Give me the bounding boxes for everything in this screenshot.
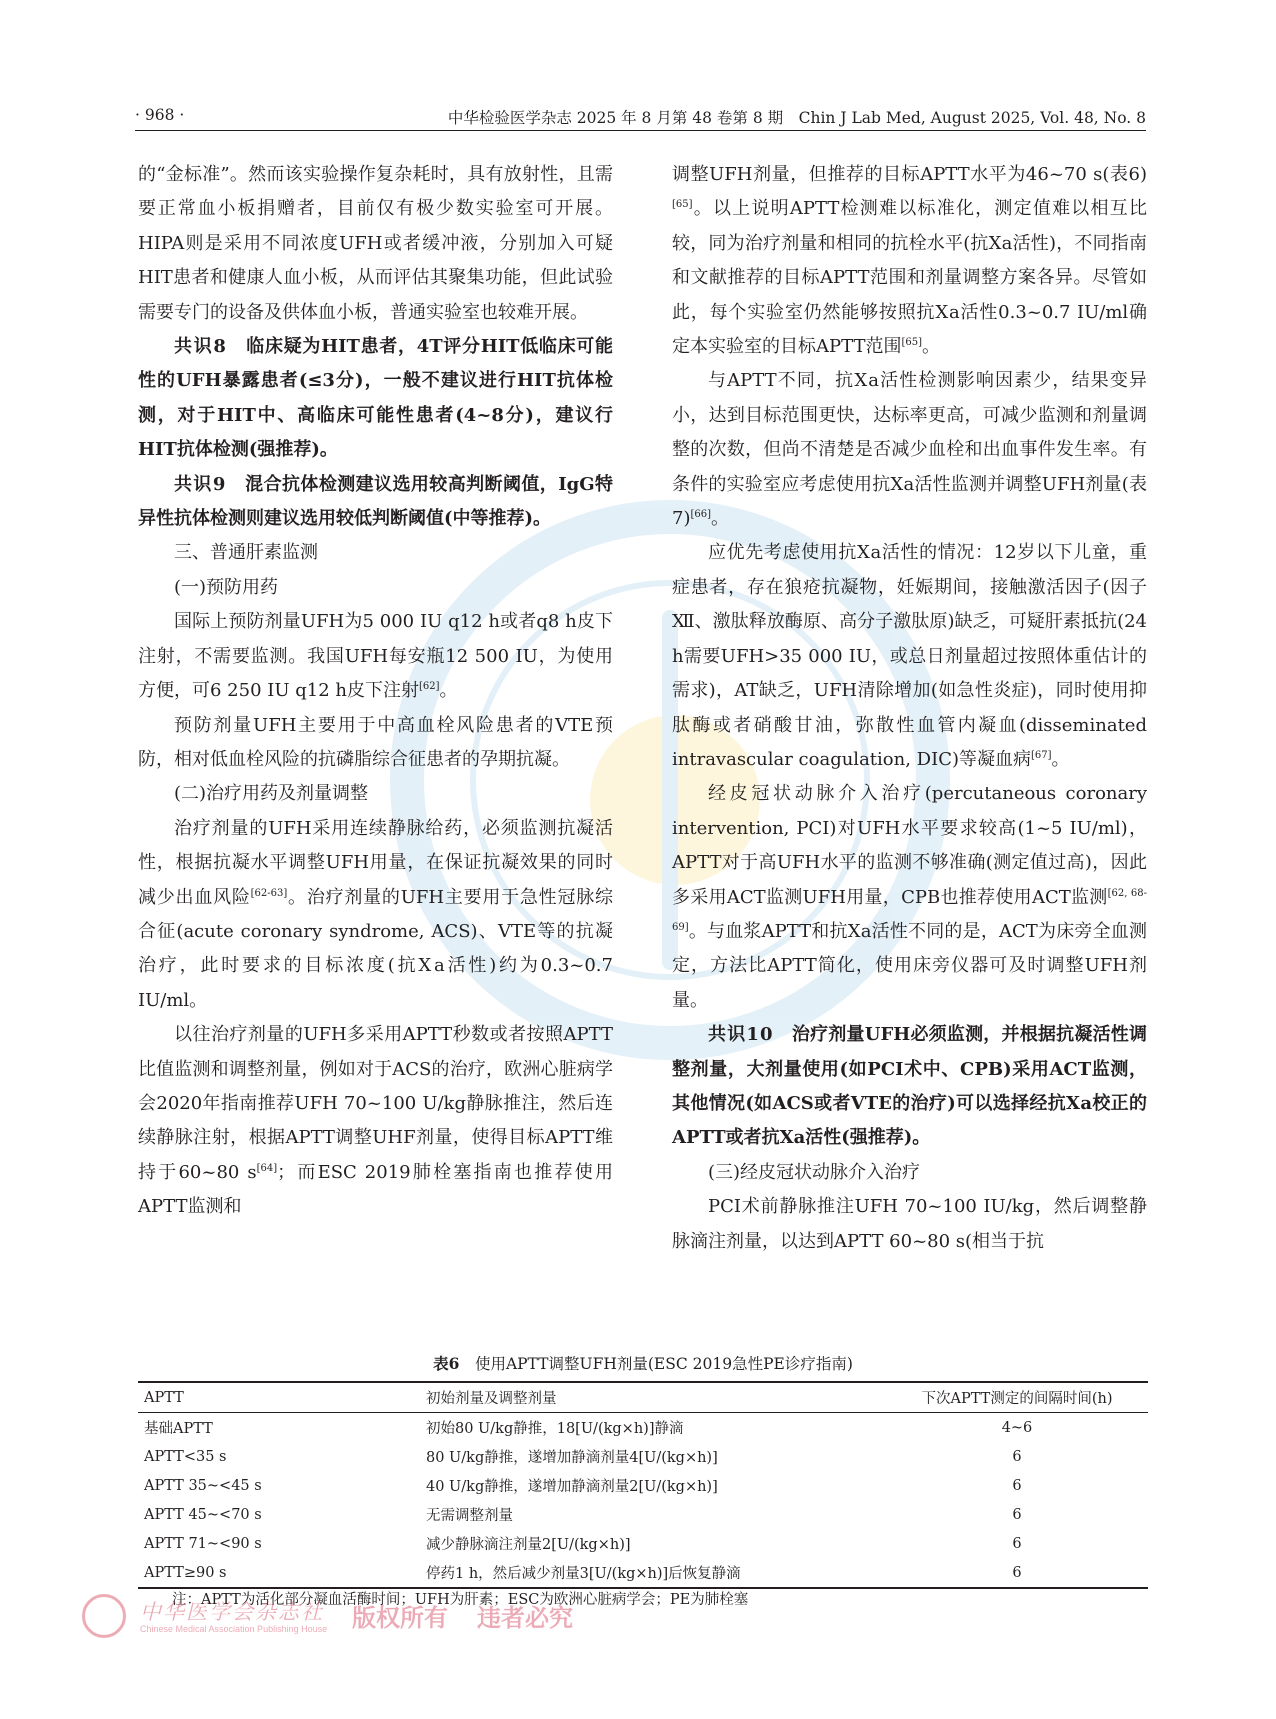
publisher-name: 中华医学会杂志社 — [140, 1600, 324, 1624]
paragraph-text: 混合抗体检测建议选用较高判断阈值，IgG特异性抗体检测则建议选用较低判断阈值(中等推荐)。 — [138, 473, 613, 530]
table-row — [138, 1442, 1148, 1471]
paragraph-text: 。 — [439, 680, 458, 702]
paragraph-text: 治疗剂量的UFH采用连续静脉给药，必须监测抗凝活性，根据抗凝水平调整UFH用量，在保证抗凝效果的同时减少出血风险 — [138, 817, 613, 908]
citation-ref: [64] — [256, 1162, 278, 1174]
body-paragraph — [138, 605, 613, 708]
publisher-logo-icon — [82, 1594, 126, 1638]
citation-ref: [62, 68-69] — [672, 887, 1147, 933]
paragraph-text: 以往治疗剂量的UFH多采用APTT秒数或者按照APTT比值监测和调整剂量，例如对于ACS的治疗，欧洲心脏病学会2020年指南推荐UFH 70~100 U/kg静脉推注，然后连续静脉注射，根据APTT调整UHF剂量，使得目标APTT维持于60~80 s — [138, 1024, 613, 1183]
paragraph-text: 与APTT不同，抗Ⅹa活性检测影响因素少，结果变异小，达到目标范围更快，达标率更高，可减少监测和剂量调整的次数，但尚不清楚是否减少血栓和出血事件发生率。有条件的实验室应考虑使用抗Ⅹa活性监测并调整UFH剂量(表7) — [672, 370, 1147, 530]
citation-ref: [62] — [419, 681, 440, 693]
page-number: · 968 · — [135, 106, 185, 124]
consensus-label: 共识10 — [708, 1024, 774, 1046]
table-cell: 停药1 h，然后减少剂量3[U/(kg×h)]后恢复静滴 — [420, 1558, 886, 1588]
copyright-mark: 违者必究 — [477, 1603, 573, 1632]
table-cell: 6 — [886, 1558, 1148, 1588]
consensus-statement — [138, 330, 613, 468]
paragraph-text: 的“金标准”。然而该实验操作复杂耗时，具有放射性，且需要正常血小板捐赠者，目前仅有极少数实验室可开展。HIPA则是采用不同浓度UFH或者缓冲液，分别加入可疑HIT患者和健康人血小板，从而评估其聚集功能，但此试验需要专门的设备及供体血小板，普通实验室也较难开展。 — [138, 164, 613, 323]
body-paragraph — [138, 709, 613, 778]
table-header-row — [138, 1382, 1148, 1413]
body-paragraph — [138, 536, 613, 570]
aptt-dosing-table — [138, 1381, 1148, 1589]
table-cell: 初始80 U/kg静推，18[U/(kg×h)]静滴 — [426, 1421, 684, 1437]
paragraph-text: 治疗剂量UFH必须监测，并根据抗凝活性调整剂量，大剂量使用(如PCI术中、CPB)采用ACT监测，其他情况(如ACS或者VTE的治疗)可以选择经抗Ⅹa校正的APTT或者抗Ⅹa活性(强推荐)。 — [672, 1024, 1147, 1149]
table-row — [138, 1471, 1148, 1500]
left-column — [138, 158, 613, 1225]
paragraph-text: 应优先考虑使用抗Ⅹa活性的情况：12岁以下儿童，重症患者，存在狼疮抗凝物，妊娠期间，接触激活因子(因子Ⅻ、激肽释放酶原、高分子激肽原)缺乏，可疑肝素抵抗(24 h需要UFH>35 000 IU，或总日剂量超过按照体重估计的需求)，AT缺乏，UFH清除增加(如急性炎症)，同时使用抑肽酶或者硝酸甘油，弥散性血管内凝血(disseminated intravascular coagulation, DIC)等凝血病 — [672, 542, 1147, 770]
citation-ref: [62-63] — [250, 887, 288, 899]
table-cell: APTT 35~<45 s — [144, 1477, 262, 1494]
table-cell: 6 — [1012, 1535, 1022, 1552]
journal-citation: 中华检验医学杂志 2025 年 8 月第 48 卷第 8 期 Chin J Lab Med, August 2025, Vol. 48, No. 8 — [447, 109, 1146, 127]
table-row — [138, 1529, 1148, 1558]
table-cell: 4~6 — [1001, 1419, 1033, 1436]
consensus-statement — [138, 468, 613, 537]
running-header — [135, 104, 1146, 131]
right-column — [672, 158, 1147, 1259]
table-title: 使用APTT调整UFH剂量(ESC 2019急性PE诊疗指南) — [474, 1355, 853, 1373]
paragraph-text: 。 — [922, 336, 940, 358]
body-paragraph — [672, 777, 1147, 1018]
body-paragraph — [138, 1018, 613, 1224]
table-cell: 6 — [1012, 1448, 1022, 1465]
paragraph-text: 调整UFH剂量，但推荐的目标APTT水平为46~70 s(表6) — [672, 164, 1147, 185]
table-header-cell: 下次APTT测定的间隔时间(h) — [886, 1382, 1148, 1413]
table-cell: APTT 71~<90 s — [144, 1535, 262, 1552]
table-cell: APTT<35 s — [144, 1448, 227, 1465]
table-cell: 6 — [1012, 1506, 1022, 1523]
publisher-watermark — [82, 1592, 602, 1642]
paragraph-text: PCI术前静脉推注UFH 70~100 IU/kg，然后调整静脉滴注剂量，以达到APTT 60~80 s(相当于抗 — [672, 1196, 1147, 1252]
table-cell: APTT≥90 s — [138, 1558, 420, 1588]
table-cell: 基础APTT — [144, 1421, 213, 1437]
consensus-statement — [672, 1018, 1147, 1156]
table-cell: 40 U/kg静推，遂增加静滴剂量2[U/(kg×h)] — [426, 1479, 718, 1495]
paragraph-text: (三)经皮冠状动脉介入治疗 — [708, 1161, 921, 1183]
table-header-cell: APTT — [138, 1382, 420, 1413]
citation-ref: [67] — [1031, 749, 1052, 761]
body-paragraph — [138, 777, 613, 811]
table-cell: 减少静脉滴注剂量2[U/(kg×h)] — [426, 1537, 631, 1553]
table-note: 注：APTT为活化部分凝血活酶时间；UFH为肝素；ESC为欧洲心脏病学会；PE为肺栓塞 — [172, 1592, 749, 1608]
body-paragraph — [138, 812, 613, 1018]
table-row — [138, 1500, 1148, 1529]
citation-ref: [65] — [672, 199, 693, 211]
paragraph-text: ；而ESC 2019肺栓塞指南也推荐使用APTT监测和 — [138, 1161, 613, 1218]
table-cell: APTT 45~<70 s — [144, 1506, 262, 1523]
consensus-label: 共识9 — [174, 473, 227, 495]
paragraph-text: 。 — [711, 508, 730, 530]
table-cell: 6 — [1012, 1477, 1022, 1494]
paragraph-text: 。 — [1051, 748, 1070, 770]
table-row — [138, 1558, 1148, 1588]
body-paragraph — [138, 571, 613, 605]
body-paragraph — [672, 1190, 1147, 1259]
paragraph-text: 国际上预防剂量UFH为5 000 IU q12 h或者q8 h皮下注射，不需要监测。我国UFH每安瓶12 500 IU，为使用方便，可6 250 IU q12 h皮下注射 — [138, 611, 613, 702]
publisher-english-name: Chinese Medical Association Publishing House — [140, 1624, 328, 1634]
copyright-mark: 版权所有 — [352, 1603, 448, 1632]
table-header-cell: 初始剂量及调整剂量 — [420, 1382, 886, 1413]
body-paragraph — [672, 536, 1147, 777]
citation-ref: [66] — [690, 509, 712, 521]
table-cell: 无需调整剂量 — [426, 1508, 513, 1524]
table-row — [138, 1413, 1148, 1443]
paragraph-text: 经皮冠状动脉介入治疗(percutaneous coronary intervention, PCI)对UFH水平要求较高(1~5 IU/ml)，APTT对于高UFH水平的监测不够准确(测定值过高)，因此多采用ACT监测UFH用量，CPB也推荐使用ACT监测 — [672, 783, 1147, 908]
paragraph-text: (一)预防用药 — [174, 576, 279, 598]
paragraph-text: 三、普通肝素监测 — [174, 542, 318, 564]
citation-ref: [65] — [901, 337, 922, 349]
paragraph-text: 。以上说明APTT检测难以标准化，测定值难以相互比较，同为治疗剂量和相同的抗栓水平(抗Ⅹa活性)，不同指南和文献推荐的目标APTT范围和剂量调整方案各异。尽管如此，每个实验室仍然能够按照抗Ⅹa活性0.3~0.7 IU/ml确定本实验室的目标APTT范围 — [672, 198, 1147, 358]
table-label: 表6 — [433, 1354, 460, 1373]
consensus-label: 共识8 — [174, 336, 227, 358]
paragraph-text: (二)治疗用药及剂量调整 — [174, 783, 369, 805]
paragraph-text: 。与血浆APTT和抗Ⅹa活性不同的是，ACT为床旁全血测定，方法比APTT简化，使用床旁仪器可及时调整UFH剂量。 — [672, 920, 1147, 1011]
table-caption — [138, 1352, 1148, 1374]
paragraph-text: 。治疗剂量的UFH主要用于急性冠脉综合征(acute coronary syndrome, ACS)、VTE等的抗凝治疗，此时要求的目标浓度(抗Ⅹa活性)约为0.3~0.7 IU/ml。 — [138, 886, 613, 1011]
body-paragraph — [672, 1156, 1147, 1190]
body-paragraph — [138, 158, 613, 330]
paragraph-text: 临床疑为HIT患者，4T评分HIT低临床可能性的UFH暴露患者(≤3分)，一般不建议进行HIT抗体检测，对于HIT中、高临床可能性患者(4~8分)，建议行HIT抗体检测(强推荐)。 — [138, 336, 613, 461]
body-paragraph — [672, 158, 1147, 364]
table-cell: 80 U/kg静推，遂增加静滴剂量4[U/(kg×h)] — [426, 1450, 718, 1466]
paragraph-text: 预防剂量UFH主要用于中高血栓风险患者的VTE预防，相对低血栓风险的抗磷脂综合征患者的孕期抗凝。 — [138, 714, 613, 770]
body-paragraph — [672, 364, 1147, 536]
